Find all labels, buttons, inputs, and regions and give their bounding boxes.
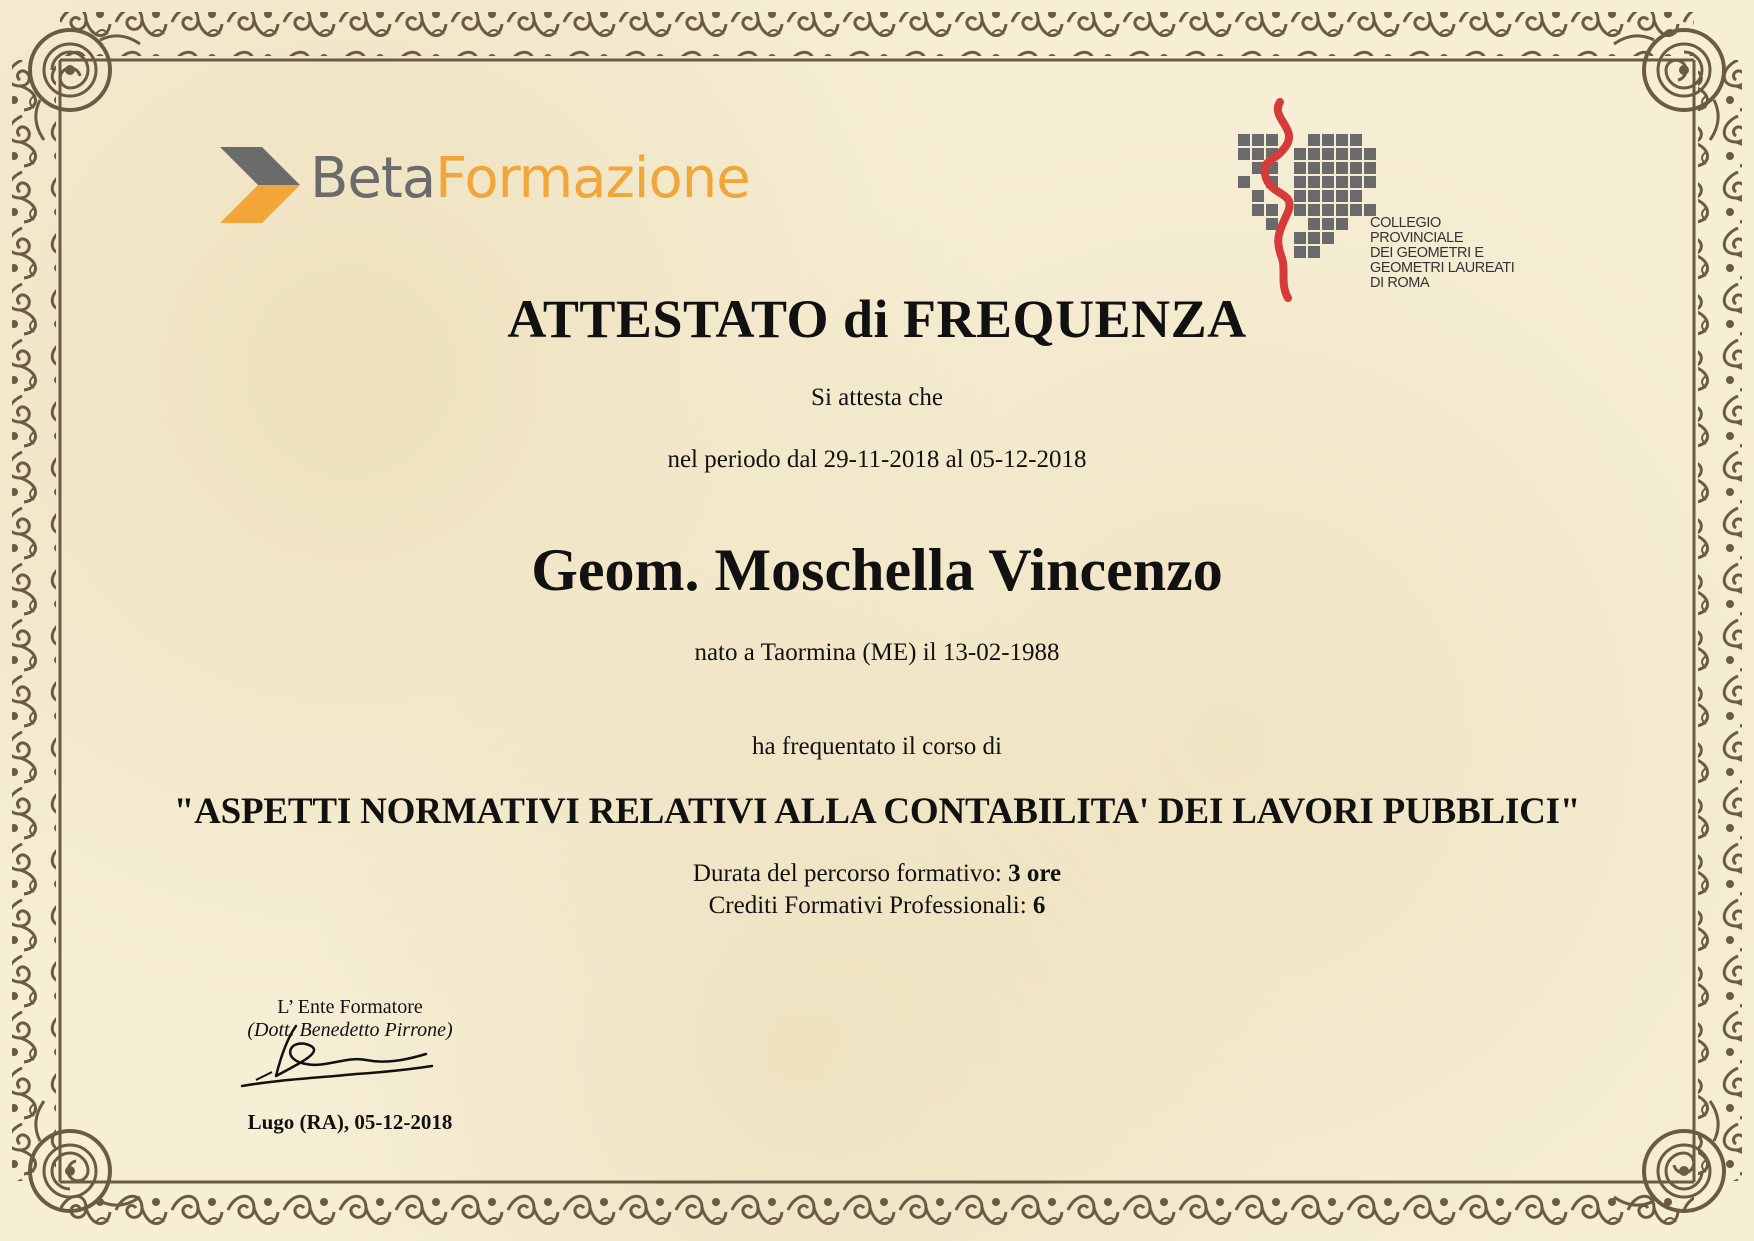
duration-line <box>0 860 1754 888</box>
signature-person: (Dott. Benedetto Pirrone) <box>247 1019 453 1041</box>
credits-label: Crediti Formativi Professionali: <box>708 892 1033 919</box>
credits-value: 6 <box>1032 892 1046 919</box>
duration-label: Durata del percorso formativo: <box>692 860 1009 887</box>
beta-logo-part1: Beta <box>310 146 436 211</box>
collegio-line-3: DEI GEOMETRI E <box>1370 245 1484 261</box>
collegio-line-5: DI ROMA <box>1370 275 1430 291</box>
collegio-line-1: COLLEGIO <box>1370 215 1441 231</box>
collegio-line-4: GEOMETRI LAUREATI <box>1370 260 1515 276</box>
beta-logo-part2: Formazione <box>435 146 750 211</box>
duration-value: 3 ore <box>1008 860 1062 887</box>
recipient-name: Geom. Moschella Vincenzo <box>531 537 1223 603</box>
birth-info: nato a Taormina (ME) il 13-02-1988 <box>694 639 1060 666</box>
handwritten-signature <box>236 1020 436 1100</box>
beta-chevron-icon <box>218 145 302 225</box>
course-title: "ASPETTI NORMATIVI RELATIVI ALLA CONTABILITA' DEI LAVORI PUBBLICI" <box>173 791 1581 832</box>
place-date: Lugo (RA), 05-12-2018 <box>247 1110 453 1134</box>
attended-text: ha frequentato il corso di <box>752 733 1002 760</box>
period-text: nel periodo dal 29-11-2018 al 05-12-2018 <box>667 446 1087 473</box>
collegio-geometri-logo <box>1230 98 1520 308</box>
collegio-line-2: PROVINCIALE <box>1370 230 1464 246</box>
credits-line <box>0 892 1754 920</box>
certificate-title: ATTESTATO di FREQUENZA <box>507 289 1247 349</box>
beta-logo-text <box>310 146 750 211</box>
intro-text: Si attesta che <box>811 384 943 411</box>
collegio-logo-text <box>1370 216 1514 291</box>
signature-role: L’ Ente Formatore <box>277 996 423 1018</box>
